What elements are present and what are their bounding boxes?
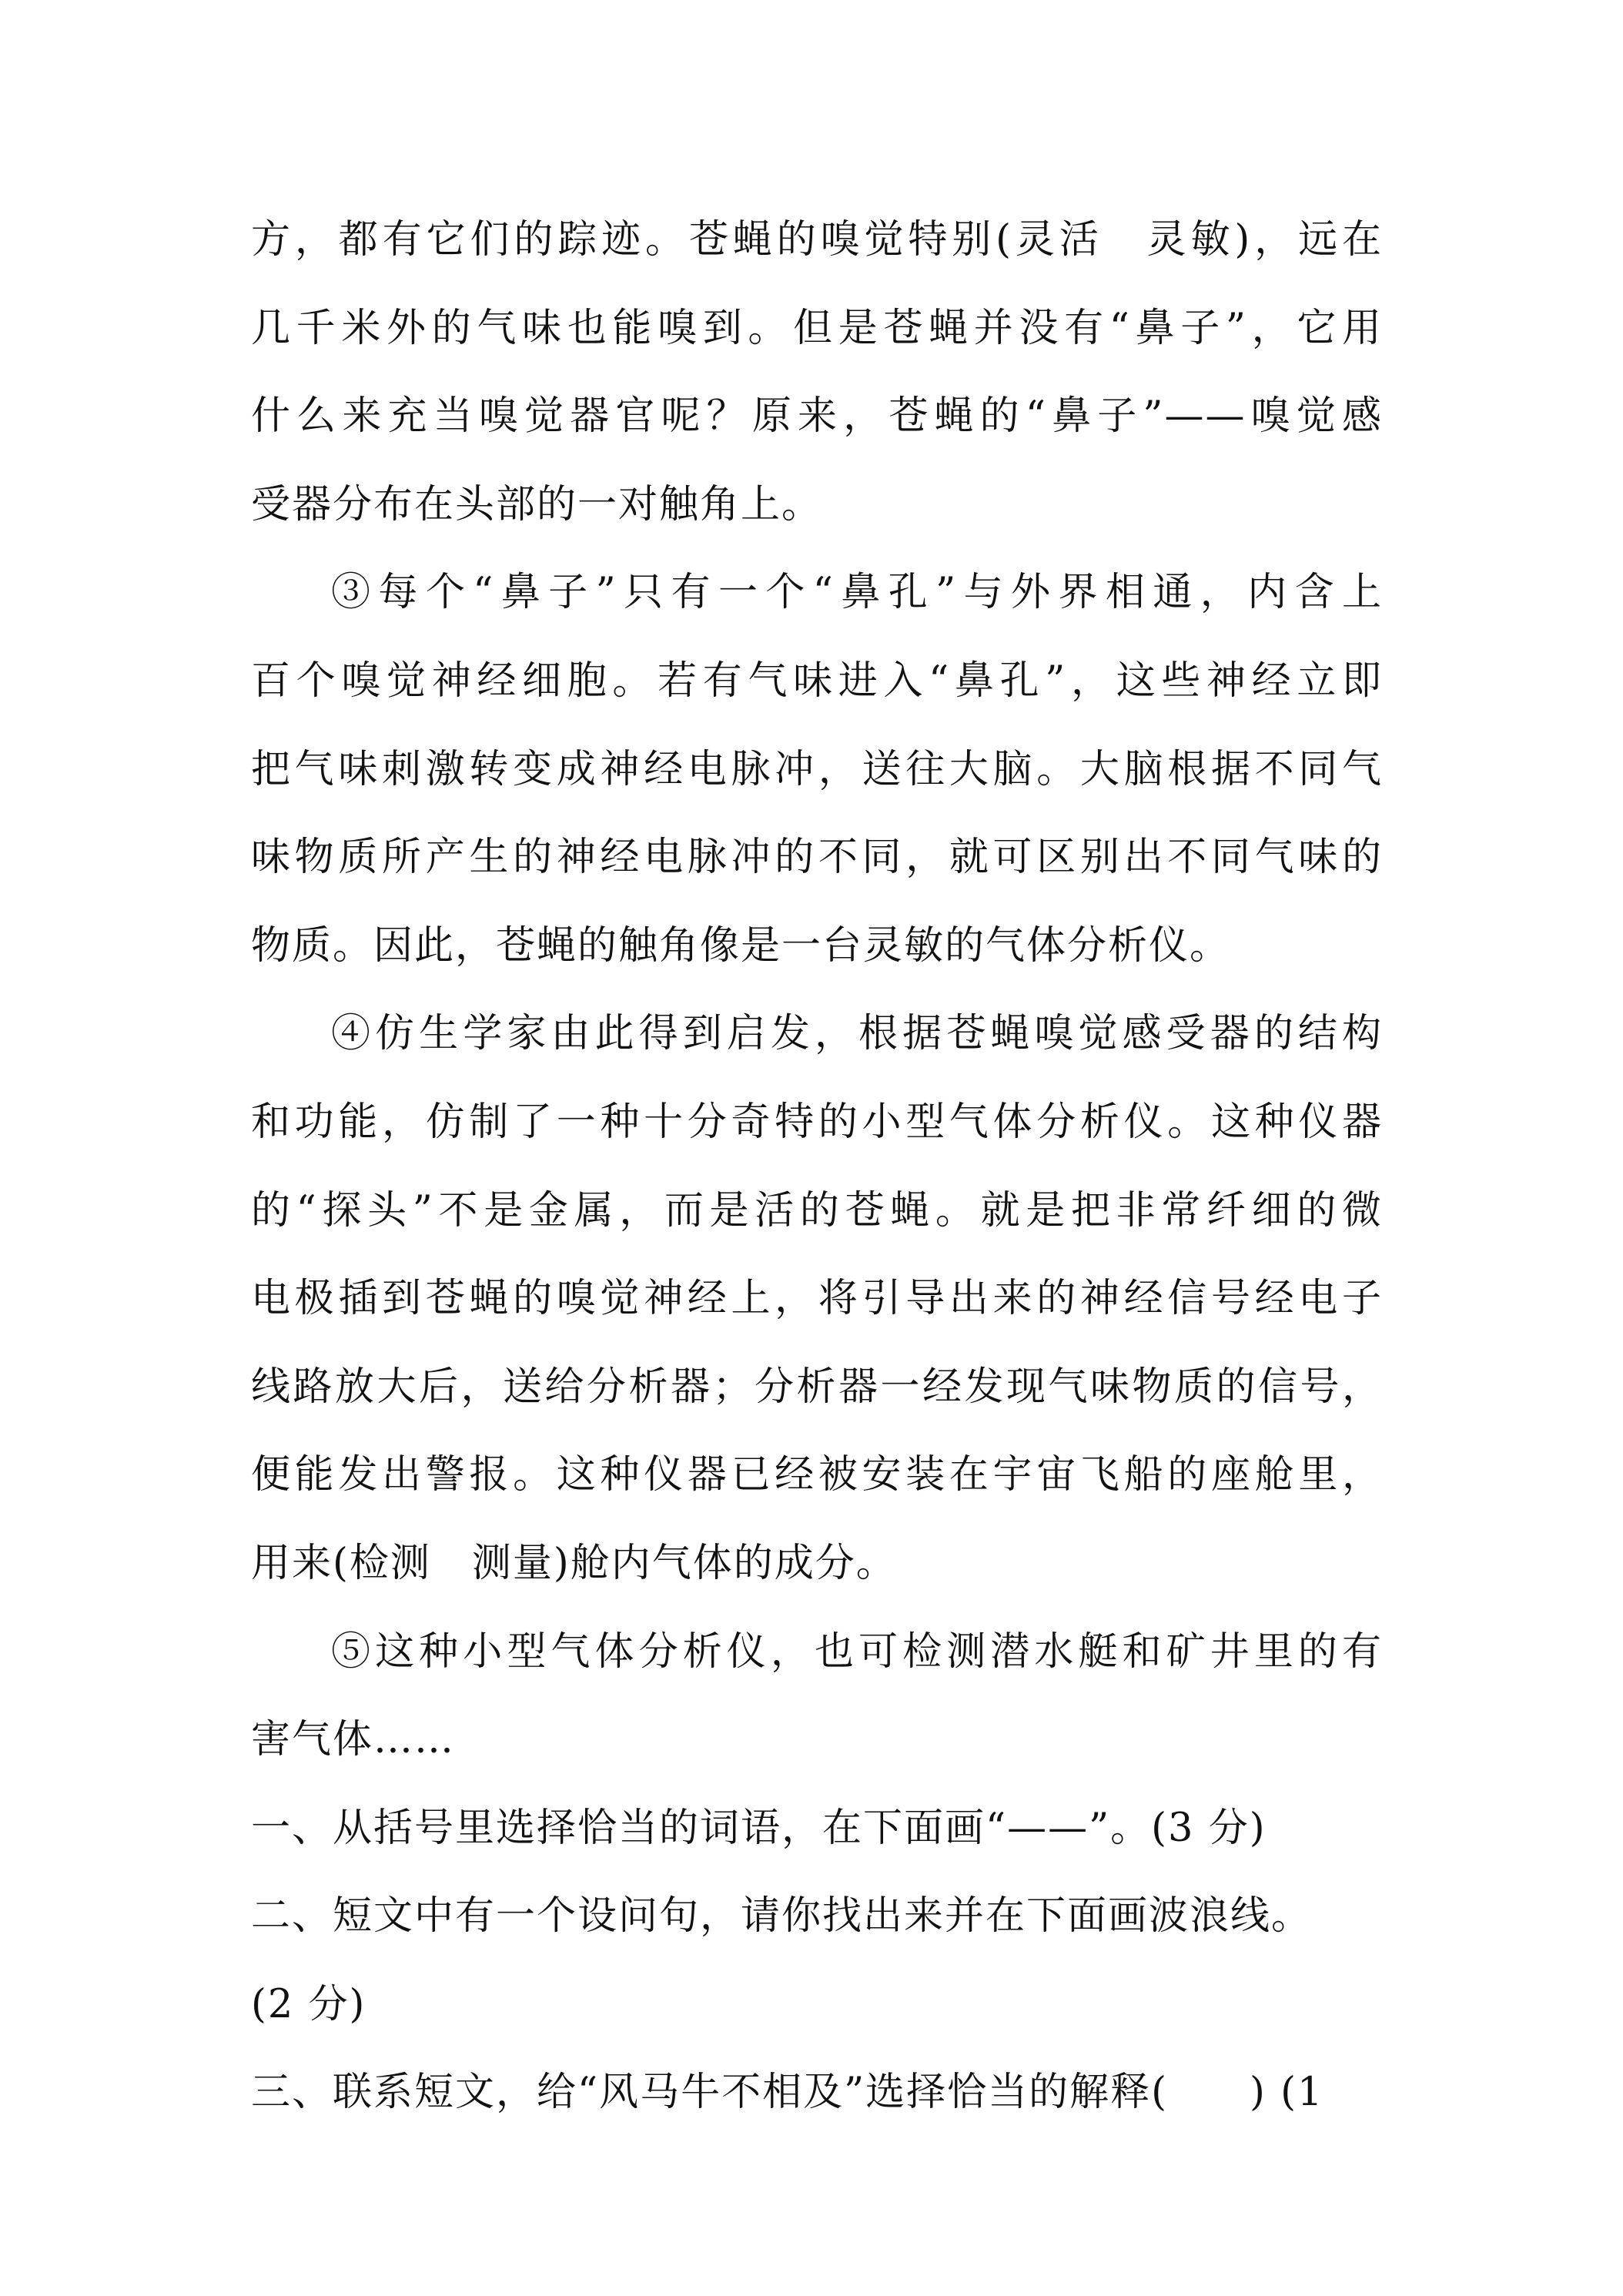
- paragraph-3-line: 物质。因此，苍蝇的触角像是一台灵敏的气体分析仪。: [251, 922, 1231, 969]
- question-2: 二、短文中有一个设问句，请你找出来并在下面画波浪线。: [251, 1893, 1313, 1940]
- paragraph-4-line: 便能发出警报。这种仪器已经被安装在宇宙飞船的座舱里，: [251, 1452, 1383, 1498]
- passage-text: [251, 196, 1383, 2137]
- passage-line: 什么来充当嗅觉器官呢？原来，苍蝇的“鼻子”——嗅觉感: [251, 393, 1383, 440]
- paragraph-4-line: ④仿生学家由此得到启发，根据苍蝇嗅觉感受器的结构: [331, 1011, 1383, 1057]
- paragraph-3-line: 百个嗅觉神经细胞。若有气味进入“鼻孔”，这些神经立即: [251, 658, 1383, 704]
- paragraph-5-line: 害气体……: [251, 1717, 456, 1763]
- paragraph-3-line: 味物质所产生的神经电脉冲的不同，就可区别出不同气味的: [251, 835, 1383, 881]
- paragraph-5-line: ⑤这种小型气体分析仪，也可检测潜水艇和矿井里的有: [331, 1628, 1383, 1675]
- paragraph-4-line: 和功能，仿制了一种十分奇特的小型气体分析仪。这种仪器: [251, 1099, 1383, 1145]
- paragraph-3-line: ③每个“鼻子”只有一个“鼻孔”与外界相通，内含上: [331, 570, 1383, 616]
- paragraph-3-line: 把气味刺激转变成神经电脉冲，送往大脑。大脑根据不同气: [251, 746, 1383, 792]
- question-2-points: (2 分): [251, 1981, 366, 2027]
- paragraph-4-line: 用来(检测 测量)舱内气体的成分。: [251, 1540, 897, 1586]
- question-3: 三、联系短文，给“风马牛不相及”选择恰当的解释( ) (1: [251, 2070, 1324, 2116]
- paragraph-4-line: 的“探头”不是金属，而是活的苍蝇。就是把非常纤细的微: [251, 1187, 1383, 1233]
- question-1: 一、从括号里选择恰当的词语，在下面画“——”。(3 分): [251, 1805, 1267, 1851]
- passage-line: 方，都有它们的踪迹。苍蝇的嗅觉特别(灵活 灵敏)，远在: [251, 217, 1383, 263]
- paragraph-4-line: 电极插到苍蝇的嗅觉神经上，将引导出来的神经信号经电子: [251, 1276, 1383, 1322]
- passage-line: 受器分布在头部的一对触角上。: [251, 481, 823, 527]
- paragraph-4-line: 线路放大后，送给分析器；分析器一经发现气味物质的信号，: [251, 1364, 1383, 1410]
- passage-line: 几千米外的气味也能嗅到。但是苍蝇并没有“鼻子”，它用: [251, 305, 1383, 351]
